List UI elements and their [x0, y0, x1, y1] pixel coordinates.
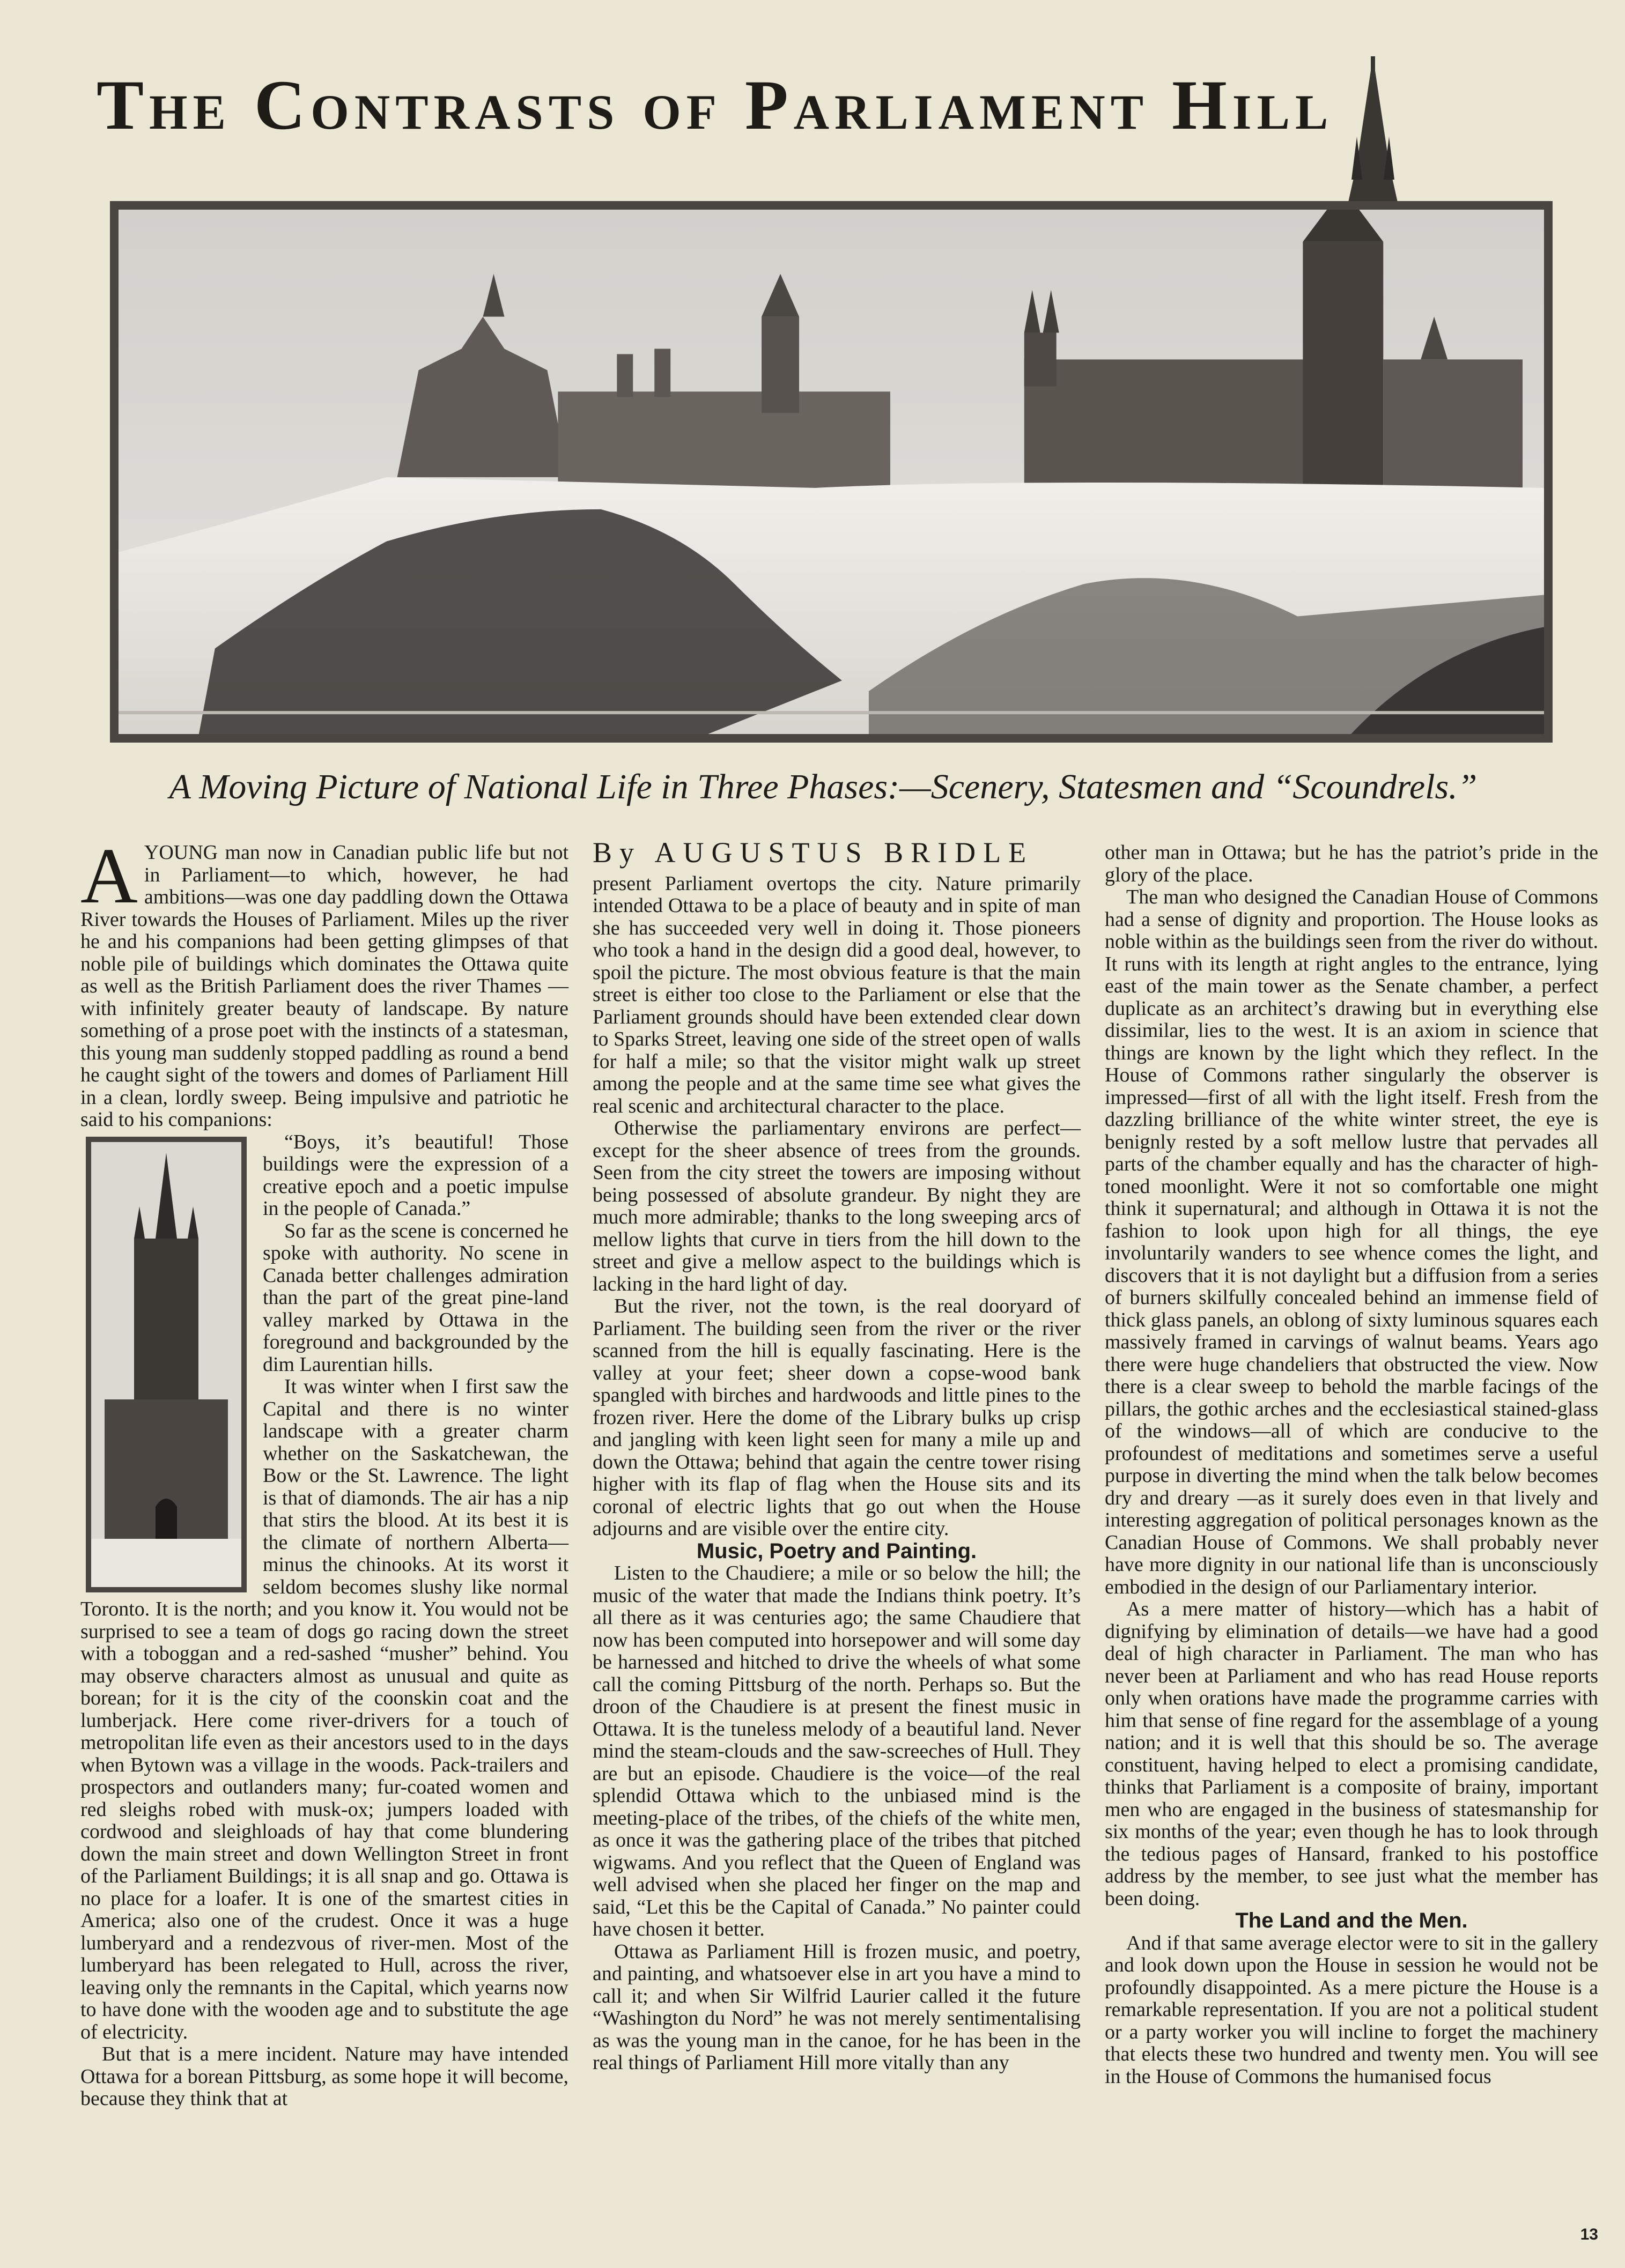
paragraph: The man who designed the Canadian House of Commons had a sense of dignity and proportion. The House looks as noble within as the buildings seen from the river do without. It runs with its length at right angles to the entrance, lying east of the main tower as the Senate chamber, a perfect duplicate as an architect’s drawing but in everything else dissimilar, lies to the west. It is an axiom in science that things are known by the light which they reflect. In the House of Commons rather singularly the observer is impressed—first of all with the light itself. Fresh from the dazzling brilliance of the white winter street, the eye is benignly rested by a soft mellow lustre that pervades all parts of the chamber equally and has the character of high-toned moonlight. Were it not so comfortable one might think it supernatural; and although in Ottawa it is not the fashion to look upon high for all things, the eye involuntarily wanders to see whence comes the light, and discovers that it is not daylight but a diffusion from a series of burners skilfully concealed behind an immense field of thick glass panels, an oblong of sixty luminous squares each massively framed in carvings of walnut beams. Years ago there were huge chandeliers that obstructed the view. Now there is a clear sweep to behold the marble facings of the pillars, the gothic arches and the ecclesiastical stained-glass of the windows—all of which are conducive to the profoundest of meditations and sometimes serve a useful purpose in diverting the mind when the talk below becomes dry and dreary —as it surely does even in that lively and interesting aggregation of political personages known as the Canadian House of Commons. We shall probably never have more dignity in our national life than is unconsciously embodied in the design of our Parliamentary interior.	[1105, 886, 1598, 1598]
paragraph: But that is a mere incident. Nature may have intended Ottawa for a borean Pittsburg, as some hope it will become, because they think that at	[80, 2043, 568, 2110]
paragraph: present Parliament overtops the city. Nature primarily intended Ottawa to be a place of beauty and in spite of man she has succeeded very well in doing it. Those pioneers who took a hand in the design did a good deal, however, to spoil the picture. The most obvious feature is that the main street is either too close to the Parliament or else that the Parliament grounds should have been extended clear down to Sparks Street, leaving one side of the street open of walls for half a mile; so that the visitor might walk up street among the people and at the same time see what gives the real scenic and architectural character to the place.	[593, 872, 1081, 1117]
paragraph: Otherwise the parliamentary environs are perfect—except for the sheer absence of trees from the grounds. Seen from the city street the towers are imposing without being possessed of absolute grandeur. By night they are much more admirable; thanks to the long sweeping arcs of mellow lights that curve in tiers from the hill down to the street and give a mellow aspect to the buildings which is lacking in the hard light of day.	[593, 1117, 1081, 1295]
page-number: 13	[1580, 2226, 1598, 2243]
paragraph: Ottawa as Parliament Hill is frozen music, and poetry, and painting, and whatsoever else in art you have a mind to call it; and when Sir Wilfrid Laurier called it the future “Washington du Nord” he was not merely sentimentalising as was the young man in the canoe, for he has been in the real things of Parliament Hill more vitally than any	[593, 1940, 1081, 2074]
paragraph: other man in Ottawa; but he has the patriot’s pride in the glory of the place.	[1105, 841, 1598, 886]
paragraph: So far as the scene is concerned he spoke with authority. No scene in Canada better challenges admiration than the part of the great pine-land valley marked by Ottawa in the foreground and backgrounded by the dim Laurentian hills.	[263, 1219, 568, 1376]
paragraph: “Boys, it’s beautiful! Those buildings were the expression of a creative epoch and a poetic impulse in the people of Canada.”	[263, 1130, 568, 1220]
column-2	[593, 836, 1081, 2214]
parliament-hill-photo	[110, 201, 1553, 743]
tower-spire-illustration	[1325, 56, 1421, 212]
tower-illustration	[91, 1142, 241, 1587]
parliament-winter-scene	[119, 210, 1544, 734]
paragraph: Listen to the Chaudiere; a mile or so below the hill; the music of the water that made the Indians think poetry. It’s all there as it was centuries ago; the same Chaudiere that now has been computed into horsepower and will some day be harnessed and hitched to drive the wheels of what some call the coming Pittsburg of the north. Perhaps so. But the droon of the Chaudiere is at present the finest music in Ottawa. It is the tuneless melody of a beautiful land. Never mind the steam-clouds and the saw-screeches of Hull. They are but an episode. Chaudiere is the voice—of the real splendid Ottawa which to the unbiased mind is the meeting-place of the tribes, of the chiefs of the white men, as once it was the gathering place of the tribes that pitched wigwams. And you reflect that the Queen of England was well advised when she placed her finger on the map and said, “Let this be the Capital of Canada.” No painter could have chosen it better.	[593, 1562, 1081, 1940]
article-title: The Contrasts of Parliament Hill	[97, 65, 1334, 144]
paragraph: It was winter when I first saw the Capital and there is no winter landscape with a greater charm whether on the Saskatchewan, the Bow or the St. Lawrence. The light is that of diamonds. The air has a nip that stirs the blood. At its best it is the climate of northern Alberta—minus the chinooks. At its worst it seldom becomes slushy like normal Toronto. It is the north; and you know it. You would not be surprised to see a team of dogs go racing down the street with a toboggan and a red-sashed “musher” behind. You may observe characters almost as unusual and quite as borean; for it is the city of the coonskin coat and the lumberjack. Here come river-drivers for a touch of metropolitan life even as their ancestors used to in the days when Bytown was a village in the woods. Pack-trailers and prospectors and outlanders many; fur-coated women and red sleighs robed with musk-ox; jumpers loaded with cordwood and sleighloads of hay that come blundering down the main street and down Wellington Street in front of the Parliament Buildings; it is all snap and go. Ottawa is no place for a loafer. It is one of the smartest cities in America; also one of the crudest. Once it was a huge lumberyard and a rendezvous of river-men. Most of the lumberyard has been relegated to Hull, across the river, leaving only the remnants in the Capital, which yearns now to have done with the wooden age and to substitute the age of electricity.	[80, 1375, 568, 2043]
paragraph: AYOUNG man now in Canadian public life but not in Parliament—to which, however, he had ambitions—was one day paddling down the Ottawa River towards the Houses of Parliament. Miles up the river he and his companions had been getting glimpses of that noble pile of buildings which dominates the Ottawa quite as well as the British Parliament does the river Thames — with infinitely greater beauty of landscape. By nature something of a prose poet with the instincts of a statesman, this young man suddenly stopped paddling as round a bend he caught sight of the towers and domes of Parliament Hill in a clean, lordly sweep. Being impulsive and patriotic he said to his companions:	[80, 832, 568, 1131]
column-3	[1105, 842, 1598, 2214]
article-subtitle: A Moving Picture of National Life in Three Phases:—Scenery, Statesmen and “Scoundrels.”	[169, 767, 1478, 806]
section-heading: Music, Poetry and Painting.	[696, 1539, 977, 1563]
byline: By AUGUSTUS BRIDLE	[593, 836, 1034, 869]
paragraph: And if that same average elector were to sit in the gallery and look down upon the House in session he would not be profoundly disappointed. As a mere picture the House is a remarkable representation. If you are not a political student or a party worker you will incline to forget the machinery that elects these two hundred and twenty men. You will see in the House of Commons the humanised focus	[1105, 1931, 1598, 2088]
section-heading: The Land and the Men.	[1235, 1909, 1468, 1932]
drop-cap: A	[80, 832, 138, 920]
tower-inset-photo	[86, 1137, 247, 1592]
column-1	[80, 832, 568, 2214]
paragraph: But the river, not the town, is the real dooryard of Parliament. The building seen from the river or the river scanned from the hill is equally fascinating. Here is the valley at your feet; sheer down a copse-wood bank spangled with birches and hardwoods and little pines to the frozen river. Here the dome of the Library bulks up crisp and jangling with keen light seen for many a mile up and down the Ottawa; behind that again the centre tower rising higher with its flap of flag when the House sits and its coronal of electric lights that go out when the House adjourns and are visible over the entire city.	[593, 1295, 1081, 1540]
paragraph: As a mere matter of history—which has a habit of dignifying by elimination of details—we have had a good deal of high character in Parliament. The man who has never been at Parliament and who has read House reports only when orations have made the programme carries with him that sense of fine regard for the assemblage of a young nation; and it is well that this should be so. The average constituent, having helped to elect a promising candidate, thinks that Parliament is a composite of brainy, important men who are engaged in the business of statesmanship for six months of the year; even though he has to look through the tedious pages of Hansard, franked to his postoffice address by the member, to see just what the member has been doing.	[1105, 1598, 1598, 1910]
